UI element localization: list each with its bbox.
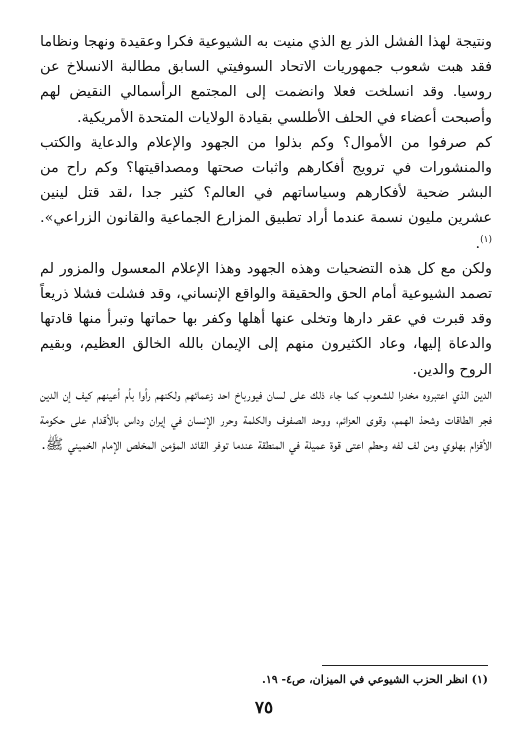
body-text bbox=[40, 30, 492, 458]
paragraph-1: ونتيجة لهذا الفشل الذر يع الذي منيت به الشيوعية فكرا وعقيدة ونهجا ونظاما فقد هبت شعوب جمهوريات الاتحاد السوفيتي السابق مطالبة الانسلاخ عن روسيا. وقد انسلخت فعلا وانضمت إلى المجتمع الرأسمالي النقيض لهم وأصبحت أعضاء في الحلف الأطلسي بقيادة الولايات المتحدة الأمريكية. bbox=[40, 34, 492, 126]
page-number: ٧٥ bbox=[254, 698, 274, 718]
footnote-marker: (١) bbox=[480, 234, 492, 245]
paragraph-4: الدين الذي اعتبروه مخدرا للشعوب كما جاء ذلك على لسان فيورباخ احد زعمائهم ولكنهم رأوا بأم أعينهم كيف إن الدين فجر الطاقات وشحذ الهمم، وقوى العزائم، ووحد الصفوف والكلمة وحرر الإنسان في إيران وداس بالأقدام على حكومة الأقزام بهلوي ومن لف لفه وحطم اعتى قوة عميلة في المنطقة عندما توفر القائد المؤمن المخلص الإمام الخميني ﷺ. bbox=[40, 386, 492, 454]
paragraph-3: ولكن مع كل هذه التضحيات وهذه الجهود وهذا الإعلام المعسول والمزور لم تصمد الشيوعية أمام الحق والحقيقة والواقع الإنساني، وقد فشلت فشلا ذريعاً وقد قبرت في عقر دارها وتخلى عنها أهلها وكفر بها حماتها وتبرأ منها قادتها والدعاة إليها، وعاد الكثيرون منهم إلى الإيمان بالله الخالق العظيم، وبقيم الروح والدين. bbox=[40, 260, 492, 378]
paragraph-2-text: كم صرفوا من الأموال؟ وكم بذلوا من الجهود والإعلام والدعاية والكتب والمنشورات في ترويج أفكارهم واثبات صحتها ومصداقيتها؟ وكم راح من البشر ضحية لأفكارهم وسياساتهم في العالم؟ كثير جدا ،لقد قتل لينين عشرين مليون نسمة عندما أراد تطبيق المزارع الجماعية والقانون الزراعي». bbox=[40, 134, 492, 227]
footnote: (١) انظر الحزب الشيوعي في الميزان، ص٤- ١٩. bbox=[262, 673, 488, 686]
paragraph-2: كم صرفوا من الأموال؟ وكم بذلوا من الجهود والإعلام والدعاية والكتب والمنشورات في ترويج أفكارهم واثبات صحتها ومصداقيتها؟ وكم راح من البشر ضحية لأفكارهم وسياساتهم في العالم؟ كثير جدا ،لقد قتل لينين عشرين مليون نسمة عندما أراد تطبيق المزارع الجماعية والقانون الزراعي». $^{(١)}$. bbox=[40, 134, 492, 252]
footnote-divider bbox=[322, 665, 488, 666]
